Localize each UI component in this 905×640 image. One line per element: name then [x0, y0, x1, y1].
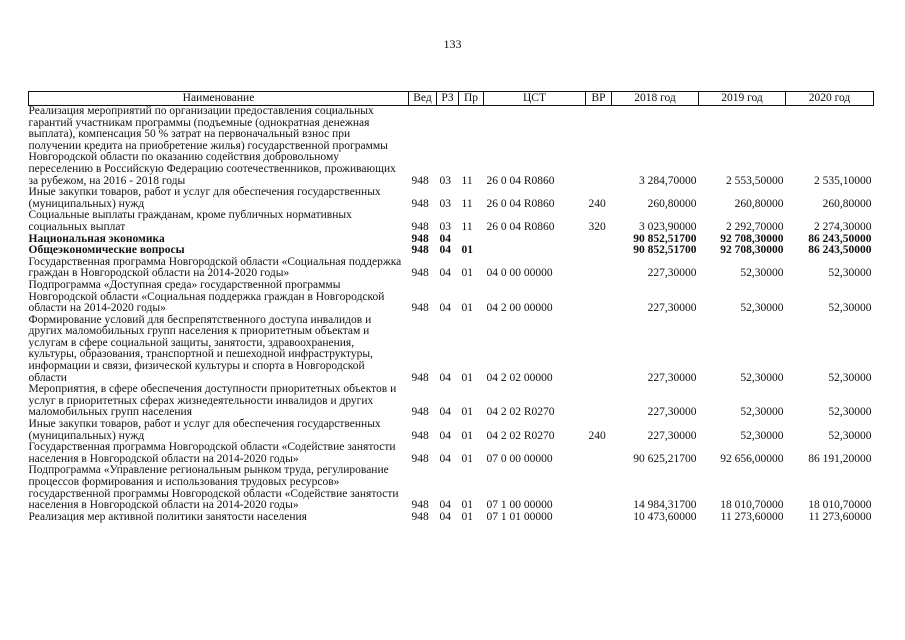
cell-name: Государственная программа Новгородской области «Содействие занятости населения в Новгородской области на 2014-2020 годы»	[28, 441, 396, 465]
cell-vr	[586, 465, 612, 511]
header-2018: 2018 год	[612, 92, 699, 106]
cell-2018: 227,30000	[647, 302, 697, 315]
cell-cst: 07 1 00 00000	[486, 499, 553, 512]
cell-cst: 04 2 00 00000	[486, 302, 553, 315]
cell-2018: 90 852,51700	[633, 244, 697, 257]
cell-2020: 2 274,30000	[814, 220, 872, 233]
header-pr: Пр	[459, 92, 484, 106]
cell-cst	[484, 245, 586, 257]
cell-ved: 948	[411, 220, 429, 233]
cell-vr	[586, 257, 612, 280]
cell-pr: 11	[461, 174, 473, 187]
cell-name: Иные закупки товаров, работ и услуг для обеспечения государственных (муниципальных) нужд	[28, 418, 381, 442]
cell-vr	[586, 315, 612, 385]
cell-2020: 86 243,50000	[808, 232, 872, 245]
cell-2018: 90 852,51700	[633, 232, 697, 245]
table-row	[29, 384, 874, 419]
cell-pr: 01	[461, 406, 473, 419]
cell-2020: 260,80000	[822, 197, 872, 210]
cell-vr: 240	[588, 197, 606, 210]
cell-rz: 04	[439, 429, 451, 442]
cell-name: Подпрограмма «Доступная среда» государственной программы Новгородской области «Социальная поддержка граждан в Новгородской области на 2014-2020 годы»	[28, 278, 385, 315]
cell-name: Национальная экономика	[28, 232, 165, 245]
table-row	[29, 442, 874, 465]
cell-vr	[586, 384, 612, 419]
cell-ved: 948	[411, 244, 429, 257]
cell-2020: 52,30000	[828, 406, 872, 419]
cell-name: Реализация мер активной политики занятости населения	[28, 510, 307, 523]
table-row	[29, 419, 874, 442]
cell-rz: 04	[439, 406, 451, 419]
table-row	[29, 106, 874, 188]
cell-ved: 948	[411, 429, 429, 442]
cell-rz: 04	[439, 452, 451, 465]
header-2020: 2020 год	[786, 92, 874, 106]
cell-cst: 04 0 00 00000	[486, 267, 553, 280]
cell-vr	[586, 442, 612, 465]
cell-pr: 01	[461, 371, 473, 384]
cell-name: Формирование условий для беспрепятственного доступа инвалидов и других маломобильных групп населения к приоритетным объектам и услугам в сфере социальной защиты, занятости, здравоохранения, культуры, образования, транспортной и пешеходной инфраструктуры, информации и связи, физической культуры и спорта в Новгородской области	[28, 313, 373, 384]
cell-2020: 2 535,10000	[814, 174, 872, 187]
cell-cst: 07 1 01 00000	[486, 510, 553, 523]
cell-vr	[586, 245, 612, 257]
cell-2018: 3 023,90000	[639, 220, 697, 233]
cell-rz: 04	[439, 371, 451, 384]
cell-2018: 227,30000	[647, 267, 697, 280]
table-row	[29, 512, 874, 524]
cell-ved: 948	[411, 232, 429, 245]
cell-ved: 948	[411, 302, 429, 315]
cell-cst: 26 0 04 R0860	[486, 174, 555, 187]
cell-vr	[586, 106, 612, 188]
cell-cst: 26 0 04 R0860	[486, 220, 555, 233]
cell-2018: 227,30000	[647, 406, 697, 419]
cell-2018: 10 473,60000	[633, 510, 697, 523]
header-ved: Вед	[409, 92, 437, 106]
header-rz: РЗ	[437, 92, 459, 106]
cell-vr: 240	[588, 429, 606, 442]
header-2019: 2019 год	[699, 92, 786, 106]
cell-name: Мероприятия, в сфере обеспечения доступности приоритетных объектов и услуг в приоритетных сферах жизнедеятельности инвалидов и других маломобильных групп населения	[28, 383, 397, 419]
cell-pr: 01	[461, 302, 473, 315]
header-cst: ЦСТ	[484, 92, 586, 106]
cell-ved: 948	[411, 267, 429, 280]
cell-2020: 52,30000	[828, 371, 872, 384]
cell-rz: 03	[439, 220, 451, 233]
cell-2018: 14 984,31700	[633, 499, 697, 512]
cell-2020: 18 010,70000	[808, 499, 872, 512]
cell-2019: 2 553,50000	[726, 174, 784, 187]
cell-2019: 2 292,70000	[726, 220, 784, 233]
cell-name: Общеэкономические вопросы	[28, 244, 185, 257]
cell-cst: 26 0 04 R0860	[486, 197, 555, 210]
cell-pr: 01	[461, 267, 473, 280]
cell-2020: 52,30000	[828, 302, 872, 315]
cell-name: Реализация мероприятий по организации предоставления социальных гарантий участникам программы (подъемные (однократная денежная выплата), компенсация 50 % затрат на первоначальный взнос при получении кредита на приобретение жилья) государственной программы Новгородской области по оказанию содействия добровольному переселению в Российскую Федерацию соотечественников, проживающих за рубежом, на 2016 - 2018 годы	[28, 105, 396, 187]
cell-2020: 52,30000	[828, 267, 872, 280]
header-name: Наименование	[29, 92, 409, 106]
table-row	[29, 210, 874, 233]
cell-2019: 260,80000	[734, 197, 784, 210]
table-row	[29, 280, 874, 315]
cell-2019: 92 656,00000	[720, 452, 784, 465]
cell-ved: 948	[411, 499, 429, 512]
cell-pr: 11	[461, 197, 473, 210]
cell-2019: 52,30000	[740, 429, 784, 442]
cell-2018: 227,30000	[647, 371, 697, 384]
cell-ved: 948	[411, 197, 429, 210]
cell-vr	[586, 234, 612, 246]
cell-vr: 320	[588, 220, 606, 233]
cell-name: Подпрограмма «Управление региональным рынком труда, регулирование процессов формирования и использования трудовых ресурсов» государственной программы Новгородской области «Содействие занятости населения в Новгородской области на 2014-2020 годы»	[28, 464, 399, 512]
cell-cst: 07 0 00 00000	[486, 452, 553, 465]
cell-cst: 04 2 02 00000	[486, 371, 553, 384]
cell-cst	[484, 234, 586, 246]
cell-2019: 52,30000	[740, 302, 784, 315]
cell-rz: 04	[439, 232, 451, 245]
cell-rz: 03	[439, 197, 451, 210]
cell-vr	[586, 280, 612, 315]
budget-table	[28, 91, 874, 523]
table-row	[29, 465, 874, 511]
cell-2018: 90 625,21700	[633, 452, 697, 465]
cell-2020: 52,30000	[828, 429, 872, 442]
cell-2018: 3 284,70000	[639, 174, 697, 187]
table-row	[29, 257, 874, 280]
cell-rz: 03	[439, 174, 451, 187]
cell-cst: 04 2 02 R0270	[486, 429, 555, 442]
header-vr: ВР	[586, 92, 612, 106]
cell-ved: 948	[411, 174, 429, 187]
cell-rz: 04	[439, 267, 451, 280]
cell-2018: 227,30000	[647, 429, 697, 442]
cell-rz: 04	[439, 302, 451, 315]
cell-vr	[586, 512, 612, 524]
cell-2020: 86 191,20000	[808, 452, 872, 465]
cell-rz: 04	[439, 499, 451, 512]
cell-2019: 18 010,70000	[720, 499, 784, 512]
cell-pr: 01	[461, 452, 473, 465]
cell-rz: 04	[439, 510, 451, 523]
cell-2019: 11 273,60000	[720, 510, 784, 523]
cell-2018: 260,80000	[647, 197, 697, 210]
cell-name: Иные закупки товаров, работ и услуг для обеспечения государственных (муниципальных) нужд	[28, 186, 381, 210]
cell-rz: 04	[439, 244, 451, 257]
page-number: 133	[443, 37, 462, 51]
cell-ved: 948	[411, 510, 429, 523]
cell-pr: 01	[461, 244, 473, 257]
table-row	[29, 245, 874, 257]
cell-2019: 52,30000	[740, 371, 784, 384]
cell-pr: 01	[461, 429, 473, 442]
cell-name: Государственная программа Новгородской области «Социальная поддержка граждан в Новгородской области на 2014-2020 годы»	[28, 255, 402, 280]
cell-2019: 52,30000	[740, 406, 784, 419]
cell-pr: 01	[461, 510, 473, 523]
table-row	[29, 187, 874, 210]
table-header-row	[29, 92, 874, 106]
cell-ved: 948	[411, 452, 429, 465]
cell-pr: 01	[461, 499, 473, 512]
table-row	[29, 315, 874, 385]
cell-cst: 04 2 02 R0270	[486, 406, 555, 419]
cell-2019: 92 708,30000	[720, 232, 784, 245]
cell-2020: 86 243,50000	[808, 244, 872, 257]
cell-ved: 948	[411, 371, 429, 384]
cell-ved: 948	[411, 406, 429, 419]
cell-2019: 52,30000	[740, 267, 784, 280]
cell-2020: 11 273,60000	[808, 510, 872, 523]
cell-2019: 92 708,30000	[720, 244, 784, 257]
cell-pr: 11	[461, 220, 473, 233]
cell-name: Социальные выплаты гражданам, кроме публичных нормативных социальных выплат	[28, 209, 352, 233]
